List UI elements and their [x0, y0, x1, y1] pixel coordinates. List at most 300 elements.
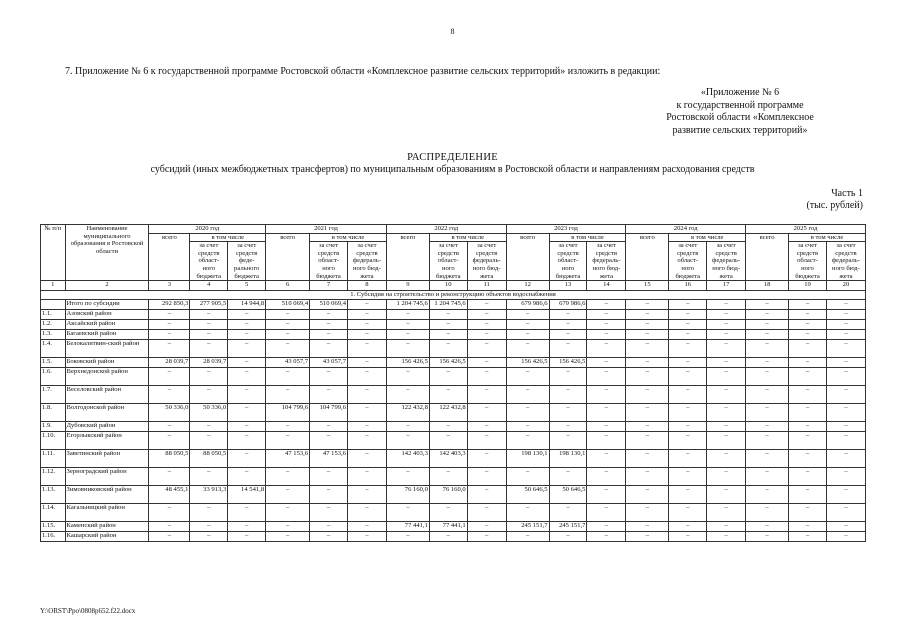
municipality-name: Егорлыкский район	[65, 432, 149, 450]
value-cell: –	[587, 310, 626, 320]
value-cell: –	[149, 468, 190, 486]
value-cell: –	[149, 432, 190, 450]
value-cell: –	[826, 450, 865, 468]
header-total: всего	[386, 233, 429, 281]
value-cell: –	[707, 300, 746, 310]
header-total: всего	[266, 233, 310, 281]
header-line: рального	[234, 264, 260, 272]
value-cell: –	[228, 358, 266, 368]
header-regional-budget	[310, 242, 348, 281]
table-row	[41, 468, 866, 486]
value-cell: 1 204 745,6	[386, 300, 429, 310]
value-cell: –	[149, 340, 190, 358]
value-cell: –	[467, 340, 506, 358]
value-cell: –	[746, 504, 789, 522]
value-cell: –	[228, 468, 266, 486]
value-cell: 88 050,5	[190, 450, 228, 468]
header-line: жета	[719, 272, 733, 280]
header-total: всего	[149, 233, 190, 281]
appendix-line: Ростовской области «Комплексное	[666, 112, 814, 123]
value-cell: –	[789, 450, 827, 468]
value-cell: –	[149, 532, 190, 542]
value-cell: –	[789, 422, 827, 432]
header-incl: в том числе	[669, 233, 746, 242]
value-cell: –	[789, 340, 827, 358]
value-cell: –	[549, 320, 587, 330]
header-line: жета	[839, 272, 853, 280]
value-cell: 28 039,7	[190, 358, 228, 368]
value-cell: –	[467, 368, 506, 386]
value-cell: –	[626, 504, 669, 522]
value-cell: 104 799,6	[310, 404, 348, 422]
value-cell: –	[429, 422, 467, 432]
value-cell: –	[707, 310, 746, 320]
value-cell: –	[386, 320, 429, 330]
value-cell: –	[266, 486, 310, 504]
header-name: Наименование муниципального образования в Ростовской области	[65, 225, 149, 281]
table-row	[41, 432, 866, 450]
value-cell: –	[746, 320, 789, 330]
header-line: ного бюд-	[592, 264, 621, 272]
value-cell: –	[789, 320, 827, 330]
header-line: жета	[480, 272, 494, 280]
row-number: 1.9.	[41, 422, 66, 432]
value-cell: –	[310, 468, 348, 486]
value-cell: –	[266, 330, 310, 340]
header-line: за счет	[836, 242, 856, 250]
column-number: 3	[149, 281, 190, 291]
header-line: бюджета	[555, 272, 581, 280]
value-cell: –	[549, 368, 587, 386]
value-cell: –	[789, 330, 827, 340]
row-number: 1.15.	[41, 522, 66, 532]
value-cell: –	[266, 340, 310, 358]
value-cell: –	[190, 330, 228, 340]
value-cell: –	[149, 368, 190, 386]
value-cell: –	[467, 320, 506, 330]
value-cell: –	[789, 386, 827, 404]
value-cell: –	[549, 386, 587, 404]
value-cell: –	[190, 468, 228, 486]
value-cell: –	[190, 532, 228, 542]
value-cell: –	[266, 432, 310, 450]
column-number: 19	[789, 281, 827, 291]
value-cell: –	[506, 404, 549, 422]
value-cell: –	[669, 532, 707, 542]
value-cell: –	[789, 310, 827, 320]
value-cell: –	[266, 320, 310, 330]
value-cell: –	[347, 450, 386, 468]
table-row	[41, 532, 866, 542]
value-cell: –	[386, 532, 429, 542]
column-number: 10	[429, 281, 467, 291]
value-cell: –	[506, 368, 549, 386]
header-year: 2022 год	[386, 225, 506, 234]
header-regional-budget	[669, 242, 707, 281]
column-number: 18	[746, 281, 789, 291]
distribution-table	[40, 224, 866, 542]
municipality-name: Кагальницкий район	[65, 504, 149, 522]
header-line: федераль-	[352, 257, 382, 265]
table-row	[41, 504, 866, 522]
header-line: за счет	[477, 242, 497, 250]
value-cell: –	[506, 310, 549, 320]
value-cell: –	[587, 300, 626, 310]
header-line: жета	[599, 272, 614, 280]
value-cell: –	[826, 522, 865, 532]
part-label	[806, 188, 863, 212]
value-cell: –	[587, 368, 626, 386]
value-cell: –	[626, 432, 669, 450]
municipality-name: Багаевский район	[65, 330, 149, 340]
value-cell: –	[626, 532, 669, 542]
header-line: федераль-	[831, 257, 861, 265]
header-federal-budget	[707, 242, 746, 281]
value-cell: –	[190, 310, 228, 320]
header-line: федераль-	[472, 257, 501, 265]
value-cell: –	[707, 432, 746, 450]
municipality-name: Боковский район	[65, 358, 149, 368]
value-cell: –	[310, 532, 348, 542]
value-cell: –	[429, 386, 467, 404]
value-cell: –	[149, 522, 190, 532]
value-cell: –	[746, 422, 789, 432]
value-cell: –	[429, 432, 467, 450]
appendix-line: развитие сельских территорий»	[672, 124, 808, 136]
municipality-name: Итого по субсидии	[65, 300, 149, 310]
value-cell: 156 426,5	[506, 358, 549, 368]
value-cell: –	[228, 368, 266, 386]
value-cell: 14 944,8	[228, 300, 266, 310]
value-cell: –	[467, 310, 506, 320]
value-cell: –	[626, 486, 669, 504]
header-line: федераль-	[712, 257, 741, 265]
value-cell: –	[746, 532, 789, 542]
value-cell: –	[228, 522, 266, 532]
value-cell: –	[310, 504, 348, 522]
value-cell: –	[587, 340, 626, 358]
value-cell: –	[707, 486, 746, 504]
value-cell: 76 160,0	[429, 486, 467, 504]
header-row-sub	[41, 233, 866, 242]
value-cell: –	[347, 310, 386, 320]
row-number: 1.3.	[41, 330, 66, 340]
table-row	[41, 404, 866, 422]
value-cell: –	[707, 522, 746, 532]
header-line: средств	[198, 249, 220, 257]
value-cell: –	[506, 468, 549, 486]
value-cell: –	[707, 358, 746, 368]
value-cell: –	[347, 368, 386, 386]
header-line: за счет	[596, 242, 616, 250]
row-number: 1.6.	[41, 368, 66, 386]
value-cell: –	[347, 532, 386, 542]
row-number: 1.13.	[41, 486, 66, 504]
page-number: 8	[450, 27, 455, 36]
value-cell: 122 432,8	[386, 404, 429, 422]
value-cell: 510 069,4	[266, 300, 310, 310]
value-cell: –	[228, 330, 266, 340]
value-cell: –	[587, 404, 626, 422]
value-cell: –	[826, 340, 865, 358]
value-cell: –	[626, 340, 669, 358]
value-cell: –	[149, 330, 190, 340]
value-cell: –	[190, 422, 228, 432]
value-cell: –	[626, 368, 669, 386]
value-cell: 156 426,5	[386, 358, 429, 368]
intro-paragraph: 7. Приложение № 6 к государственной программе Ростовской области «Комплексное развитие сельских территорий» изложить в редакции:	[65, 66, 661, 77]
header-line: жета	[360, 272, 374, 280]
value-cell: –	[228, 320, 266, 330]
header-line: за счет	[438, 242, 458, 250]
value-cell: –	[266, 368, 310, 386]
value-cell: 77 441,1	[429, 522, 467, 532]
value-cell: –	[707, 330, 746, 340]
value-cell: –	[347, 320, 386, 330]
value-cell: –	[789, 368, 827, 386]
municipality-name: Веселовский район	[65, 386, 149, 404]
header-total: всего	[626, 233, 669, 281]
value-cell: 510 069,4	[310, 300, 348, 310]
row-number: 1.14.	[41, 504, 66, 522]
value-cell: –	[228, 532, 266, 542]
header-line: ного	[322, 264, 335, 272]
value-cell: 142 403,3	[429, 450, 467, 468]
value-cell: –	[467, 450, 506, 468]
value-cell: –	[669, 300, 707, 310]
value-cell: –	[386, 340, 429, 358]
value-cell: 292 850,3	[149, 300, 190, 310]
table-row	[41, 310, 866, 320]
municipality-name: Зерноградский район	[65, 468, 149, 486]
value-cell: –	[789, 504, 827, 522]
value-cell: 277 905,5	[190, 300, 228, 310]
header-line: за счет	[199, 242, 219, 250]
value-cell: 77 441,1	[386, 522, 429, 532]
header-year: 2024 год	[626, 225, 746, 234]
header-line: бюджета	[795, 272, 820, 280]
value-cell: –	[587, 320, 626, 330]
value-cell: –	[347, 386, 386, 404]
value-cell: –	[826, 386, 865, 404]
value-cell: 198 130,1	[549, 450, 587, 468]
value-cell: 245 151,7	[506, 522, 549, 532]
header-line: бюджета	[234, 272, 259, 280]
value-cell: 88 050,5	[149, 450, 190, 468]
value-cell: –	[587, 522, 626, 532]
municipality-name: Зимовниковский район	[65, 486, 149, 504]
column-number: 8	[347, 281, 386, 291]
value-cell: –	[707, 468, 746, 486]
value-cell: 47 153,6	[266, 450, 310, 468]
value-cell: –	[746, 468, 789, 486]
header-line: ного бюд-	[712, 264, 741, 272]
column-number: 2	[65, 281, 149, 291]
municipality-name: Верхнедонской район	[65, 368, 149, 386]
value-cell: –	[746, 386, 789, 404]
document-title: РАСПРЕДЕЛЕНИЕ	[407, 152, 498, 163]
header-regional-budget	[429, 242, 467, 281]
value-cell: –	[826, 532, 865, 542]
value-cell: –	[549, 504, 587, 522]
row-number	[41, 300, 66, 310]
value-cell: –	[626, 522, 669, 532]
value-cell: –	[190, 340, 228, 358]
value-cell: –	[506, 340, 549, 358]
value-cell: –	[789, 358, 827, 368]
value-cell: –	[467, 468, 506, 486]
value-cell: –	[429, 532, 467, 542]
value-cell: –	[429, 504, 467, 522]
value-cell: –	[467, 486, 506, 504]
value-cell: –	[549, 330, 587, 340]
value-cell: –	[626, 300, 669, 310]
value-cell: –	[190, 504, 228, 522]
value-cell: –	[789, 522, 827, 532]
value-cell: –	[587, 422, 626, 432]
header-line: ного бюд-	[353, 264, 381, 272]
header-total: всего	[746, 233, 789, 281]
value-cell: –	[707, 450, 746, 468]
value-cell: –	[347, 300, 386, 310]
header-incl: в том числе	[190, 233, 266, 242]
column-number: 11	[467, 281, 506, 291]
column-number: 5	[228, 281, 266, 291]
header-regional-budget	[549, 242, 587, 281]
value-cell: –	[467, 358, 506, 368]
value-cell: –	[626, 330, 669, 340]
value-cell: –	[826, 504, 865, 522]
table-row	[41, 320, 866, 330]
header-line: средств	[796, 249, 819, 257]
value-cell: 198 130,1	[506, 450, 549, 468]
value-cell: –	[310, 340, 348, 358]
municipality-name: Белокалитвин-ский район	[65, 340, 149, 358]
value-cell: –	[746, 522, 789, 532]
value-cell: –	[707, 532, 746, 542]
value-cell: –	[266, 468, 310, 486]
header-federal-budget	[826, 242, 865, 281]
units-label: (тыс. рублей)	[806, 200, 863, 211]
value-cell: –	[587, 358, 626, 368]
municipality-name: Дубовский район	[65, 422, 149, 432]
document-subtitle: субсидий (иных межбюджетных трансфертов) по муниципальным образованиям в Ростовской области и направлениям расходования средств	[150, 164, 755, 175]
value-cell: –	[549, 432, 587, 450]
row-number: 1.8.	[41, 404, 66, 422]
header-line: средств	[356, 249, 378, 257]
header-line: ного	[681, 264, 695, 272]
value-cell: 245 151,7	[549, 522, 587, 532]
column-number: 4	[190, 281, 228, 291]
row-number: 1.16.	[41, 532, 66, 542]
value-cell: –	[746, 404, 789, 422]
header-line: за счет	[237, 242, 257, 250]
value-cell: –	[746, 486, 789, 504]
municipality-name: Каменский район	[65, 522, 149, 532]
header-line: федераль-	[592, 257, 621, 265]
value-cell: –	[669, 340, 707, 358]
value-cell: –	[310, 368, 348, 386]
value-cell: 48 455,1	[149, 486, 190, 504]
value-cell: –	[669, 486, 707, 504]
row-number: 1.2.	[41, 320, 66, 330]
value-cell: –	[626, 422, 669, 432]
value-cell: 142 403,3	[386, 450, 429, 468]
value-cell: –	[467, 386, 506, 404]
header-row-years	[41, 225, 866, 234]
value-cell: –	[746, 310, 789, 320]
value-cell: –	[669, 468, 707, 486]
value-cell: –	[310, 422, 348, 432]
value-cell: –	[669, 386, 707, 404]
value-cell: –	[266, 386, 310, 404]
value-cell: –	[429, 330, 467, 340]
column-number: 13	[549, 281, 587, 291]
column-number: 15	[626, 281, 669, 291]
header-federal-budget	[347, 242, 386, 281]
value-cell: –	[347, 404, 386, 422]
table-row	[41, 330, 866, 340]
header-line: средств	[557, 249, 579, 257]
value-cell: –	[149, 320, 190, 330]
value-cell: –	[347, 432, 386, 450]
header-line: средств	[835, 249, 857, 257]
row-number: 1.4.	[41, 340, 66, 358]
header-year: 2023 год	[506, 225, 626, 234]
header-line: средств	[476, 249, 498, 257]
value-cell: –	[626, 320, 669, 330]
value-cell: –	[587, 468, 626, 486]
table-row	[41, 522, 866, 532]
value-cell: –	[789, 300, 827, 310]
value-cell: –	[549, 532, 587, 542]
value-cell: –	[549, 310, 587, 320]
value-cell: –	[826, 320, 865, 330]
value-cell: 28 039,7	[149, 358, 190, 368]
value-cell: –	[707, 320, 746, 330]
value-cell: –	[149, 504, 190, 522]
value-cell: 50 646,5	[506, 486, 549, 504]
table-row	[41, 386, 866, 404]
value-cell: –	[467, 422, 506, 432]
value-cell: –	[386, 422, 429, 432]
value-cell: –	[467, 532, 506, 542]
value-cell: –	[386, 386, 429, 404]
header-line: за счет	[678, 242, 698, 250]
header-line: област-	[198, 257, 220, 265]
value-cell: –	[587, 532, 626, 542]
table-row	[41, 358, 866, 368]
value-cell: 679 986,6	[549, 300, 587, 310]
value-cell: –	[669, 404, 707, 422]
value-cell: –	[347, 522, 386, 532]
value-cell: –	[228, 422, 266, 432]
column-number: 9	[386, 281, 429, 291]
value-cell: 1 204 745,6	[429, 300, 467, 310]
value-cell: –	[190, 522, 228, 532]
value-cell: –	[386, 504, 429, 522]
value-cell: –	[826, 468, 865, 486]
value-cell: –	[549, 404, 587, 422]
header-line: област-	[677, 257, 699, 265]
value-cell: –	[467, 300, 506, 310]
value-cell: –	[746, 358, 789, 368]
value-cell: –	[826, 358, 865, 368]
table-row	[41, 450, 866, 468]
value-cell: –	[228, 340, 266, 358]
value-cell: –	[549, 340, 587, 358]
value-cell: –	[626, 386, 669, 404]
